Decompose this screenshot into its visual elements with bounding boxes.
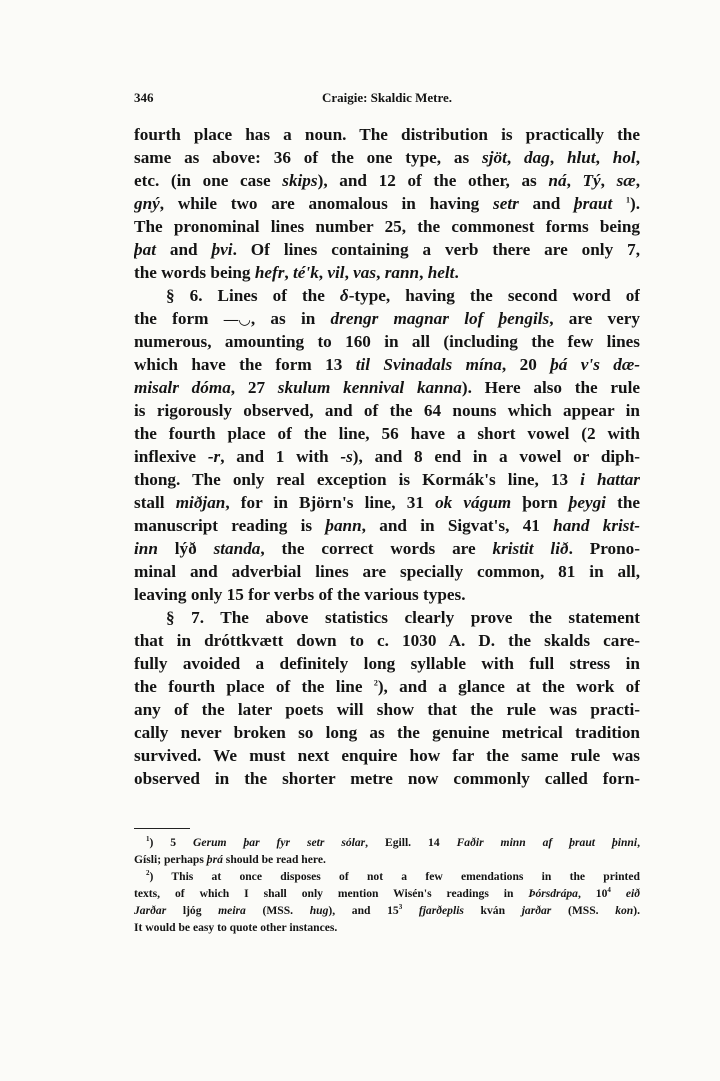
- italic-term: þvi: [211, 240, 233, 259]
- body-line: þat and þvi. Of lines containing a verb there are only 7,: [134, 240, 640, 259]
- footnotes: [134, 834, 640, 936]
- italic-term: jarðar: [521, 904, 552, 917]
- footnote-mark: 3: [398, 903, 403, 912]
- italic-term: setr: [493, 194, 519, 213]
- body-line: the form —◡, as in drengr magnar lof þengils, are very: [134, 309, 640, 328]
- body-line: observed in the shorter metre now commonly called forn-: [134, 769, 640, 788]
- body-line: any of the later poets will show that the rule was practi-: [134, 700, 640, 719]
- italic-term: hefr: [254, 263, 285, 282]
- body-line: which have the form 13 til Svinadals mína, 20 þá v's dæ-: [134, 355, 640, 374]
- footnote-mark: 1: [146, 835, 150, 844]
- italic-term: -r: [207, 447, 221, 466]
- italic-term: i hattar: [580, 470, 640, 489]
- italic-term: dag: [524, 148, 550, 167]
- body-line: The pronominal lines number 25, the commonest forms being: [134, 217, 640, 236]
- italic-term: fjarðeplis: [418, 904, 464, 917]
- body-line: same as above: 36 of the one type, as sjöt, dag, hlut, hol,: [134, 148, 640, 167]
- body-line: stall miðjan, for in Björn's line, 31 ok vágum þorn þeygi the: [134, 493, 640, 512]
- italic-term: þann: [325, 516, 362, 535]
- body-line: fourth place has a noun. The distribution is practically the: [134, 125, 640, 144]
- italic-term: meira: [218, 904, 246, 917]
- body-line: etc. (in one case skips), and 12 of the other, as ná, Tý, sæ,: [134, 171, 640, 190]
- italic-term: Faðir minn af þraut þinni: [456, 836, 638, 849]
- body-line: leaving only 15 for verbs of the various types.: [134, 585, 466, 604]
- footnote-line: Jarðar ljóg meira (MSS. hug), and $15^3$ fjarðeplis kván jarðar (MSS. kon).: [134, 903, 640, 917]
- italic-term: þrá: [206, 853, 223, 866]
- italic-term: helt: [427, 263, 455, 282]
- body-line: inflexive -r, and 1 with -s), and 8 end in a vowel or diph-: [134, 447, 640, 466]
- body-line: fully avoided a definitely long syllable with full stress in: [134, 654, 640, 673]
- italic-term: Jarðar: [134, 904, 167, 917]
- footnote-line: $^2$) This at once disposes of not a few emendations in the printed: [146, 869, 640, 883]
- italic-term: þraut: [574, 194, 613, 213]
- body-line: the fourth place of the line $^2$), and a glance at the work of: [134, 677, 640, 696]
- italic-term: drengr magnar lof þengils: [330, 309, 550, 328]
- body-line: misalr dóma, 27 skulum kennival kanna). Here also the rule: [134, 378, 640, 397]
- body-line: the words being hefr, té'k, vil, vas, rann, helt.: [134, 263, 459, 282]
- italic-term: skips: [282, 171, 318, 190]
- italic-term: miðjan: [175, 493, 226, 512]
- italic-term: té'k: [293, 263, 319, 282]
- body-line: survived. We must next enquire how far the same rule was: [134, 746, 640, 765]
- italic-term: til Svinadals mína: [355, 355, 502, 374]
- body-line: § 6. Lines of the δ-type, having the second word of: [166, 286, 640, 305]
- footnote-mark: 2: [373, 678, 378, 688]
- body-line: is rigorously observed, and of the 64 nouns which appear in: [134, 401, 640, 420]
- italic-term: hand krist-: [553, 516, 640, 535]
- footnote-mark: 1: [625, 195, 630, 205]
- footnote-mark: 4: [607, 886, 611, 895]
- body-line: gný, while two are anomalous in having setr and þraut $^1$).: [134, 194, 640, 213]
- italic-term: þat: [134, 240, 156, 259]
- italic-term: vas: [353, 263, 377, 282]
- body-text: [134, 123, 640, 790]
- italic-term: hug: [309, 904, 329, 917]
- italic-term: eið: [625, 887, 640, 900]
- body-line: that in dróttkvætt down to c. 1030 A. D. the skalds care-: [134, 631, 640, 650]
- italic-term: inn: [134, 539, 158, 558]
- body-line: thong. The only real exception is Kormák's line, 13 i hattar: [134, 470, 640, 489]
- italic-term: sæ: [616, 171, 636, 190]
- italic-term: skulum kennival kanna: [277, 378, 462, 397]
- italic-term: gný: [134, 194, 160, 213]
- italic-term: ok vágum: [435, 493, 512, 512]
- metrical-sign: —◡: [223, 312, 251, 328]
- footnote-mark: 2: [146, 869, 150, 878]
- body-line: § 7. The above statistics clearly prove the statement: [166, 608, 640, 627]
- italic-term: kon: [615, 904, 634, 917]
- running-header: [134, 90, 640, 110]
- italic-term: Tý: [582, 171, 601, 190]
- body-line: manuscript reading is þann, and in Sigvat's, 41 hand krist-: [134, 516, 640, 535]
- body-line: cally never broken so long as the genuine metrical tradition: [134, 723, 640, 742]
- italic-term: hol: [612, 148, 636, 167]
- page-number: 346: [134, 90, 154, 105]
- italic-term: δ: [339, 286, 349, 305]
- body-line: minal and adverbial lines are specially common, 81 in all,: [134, 562, 640, 581]
- body-line: inn lýð standa, the correct words are kristit lið. Prono-: [134, 539, 640, 558]
- footnote-line: texts, of which I shall only mention Wisén's readings in Þórsdrápa, $10^4$ eið: [134, 886, 640, 900]
- footnote-rule: [134, 828, 190, 829]
- italic-term: þá v's dæ-: [550, 355, 640, 374]
- body-line: the fourth place of the line, 56 have a short vowel (2 with: [134, 424, 640, 443]
- italic-term: Þórsdrápa: [528, 887, 578, 900]
- italic-term: vil: [327, 263, 345, 282]
- footnote-line: $^1$) 5 Gerum þar fyr setr sólar, Egill. 14 Faðir minn af þraut þinni,: [146, 835, 640, 849]
- body-line: numerous, amounting to 160 in all (including the few lines: [134, 332, 640, 351]
- italic-term: þeygi: [568, 493, 606, 512]
- italic-term: hlut: [566, 148, 596, 167]
- italic-term: kristit lið: [492, 539, 569, 558]
- italic-term: ná: [548, 171, 567, 190]
- italic-term: misalr dóma: [134, 378, 231, 397]
- italic-term: -s: [340, 447, 353, 466]
- italic-term: rann: [384, 263, 420, 282]
- italic-term: standa: [213, 539, 261, 558]
- footnote-line: Gísli; perhaps þrá should be read here.: [134, 853, 326, 866]
- italic-term: sjöt: [482, 148, 507, 167]
- footnote-line: It would be easy to quote other instances.: [134, 921, 338, 934]
- italic-term: Gerum þar fyr setr sólar: [193, 836, 366, 849]
- running-title: Craigie: Skaldic Metre.: [321, 90, 453, 105]
